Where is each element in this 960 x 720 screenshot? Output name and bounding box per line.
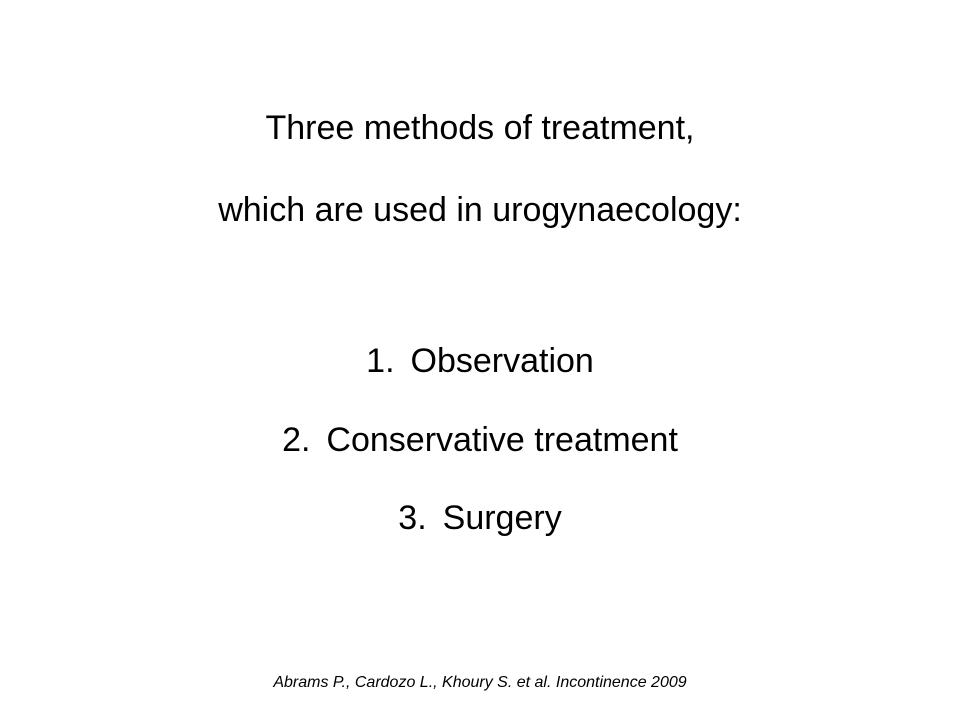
slide-title-line-2: which are used in urogynaecology: <box>218 191 742 229</box>
list-item-surgery <box>0 498 960 538</box>
list-number: 3. <box>398 499 427 537</box>
list-number: 2. <box>282 421 311 459</box>
list-label: Observation <box>410 342 594 380</box>
list-label: Surgery <box>442 499 562 537</box>
slide-title-line-1: Three methods of treatment, <box>265 109 695 147</box>
list-item-conservative-treatment <box>0 420 960 460</box>
list-item-observation <box>0 341 960 381</box>
list-number: 1. <box>366 342 395 380</box>
citation: Abrams P., Cardozo L., Khoury S. et al. Incontinence 2009 <box>273 674 687 691</box>
list-label: Conservative treatment <box>326 421 678 459</box>
